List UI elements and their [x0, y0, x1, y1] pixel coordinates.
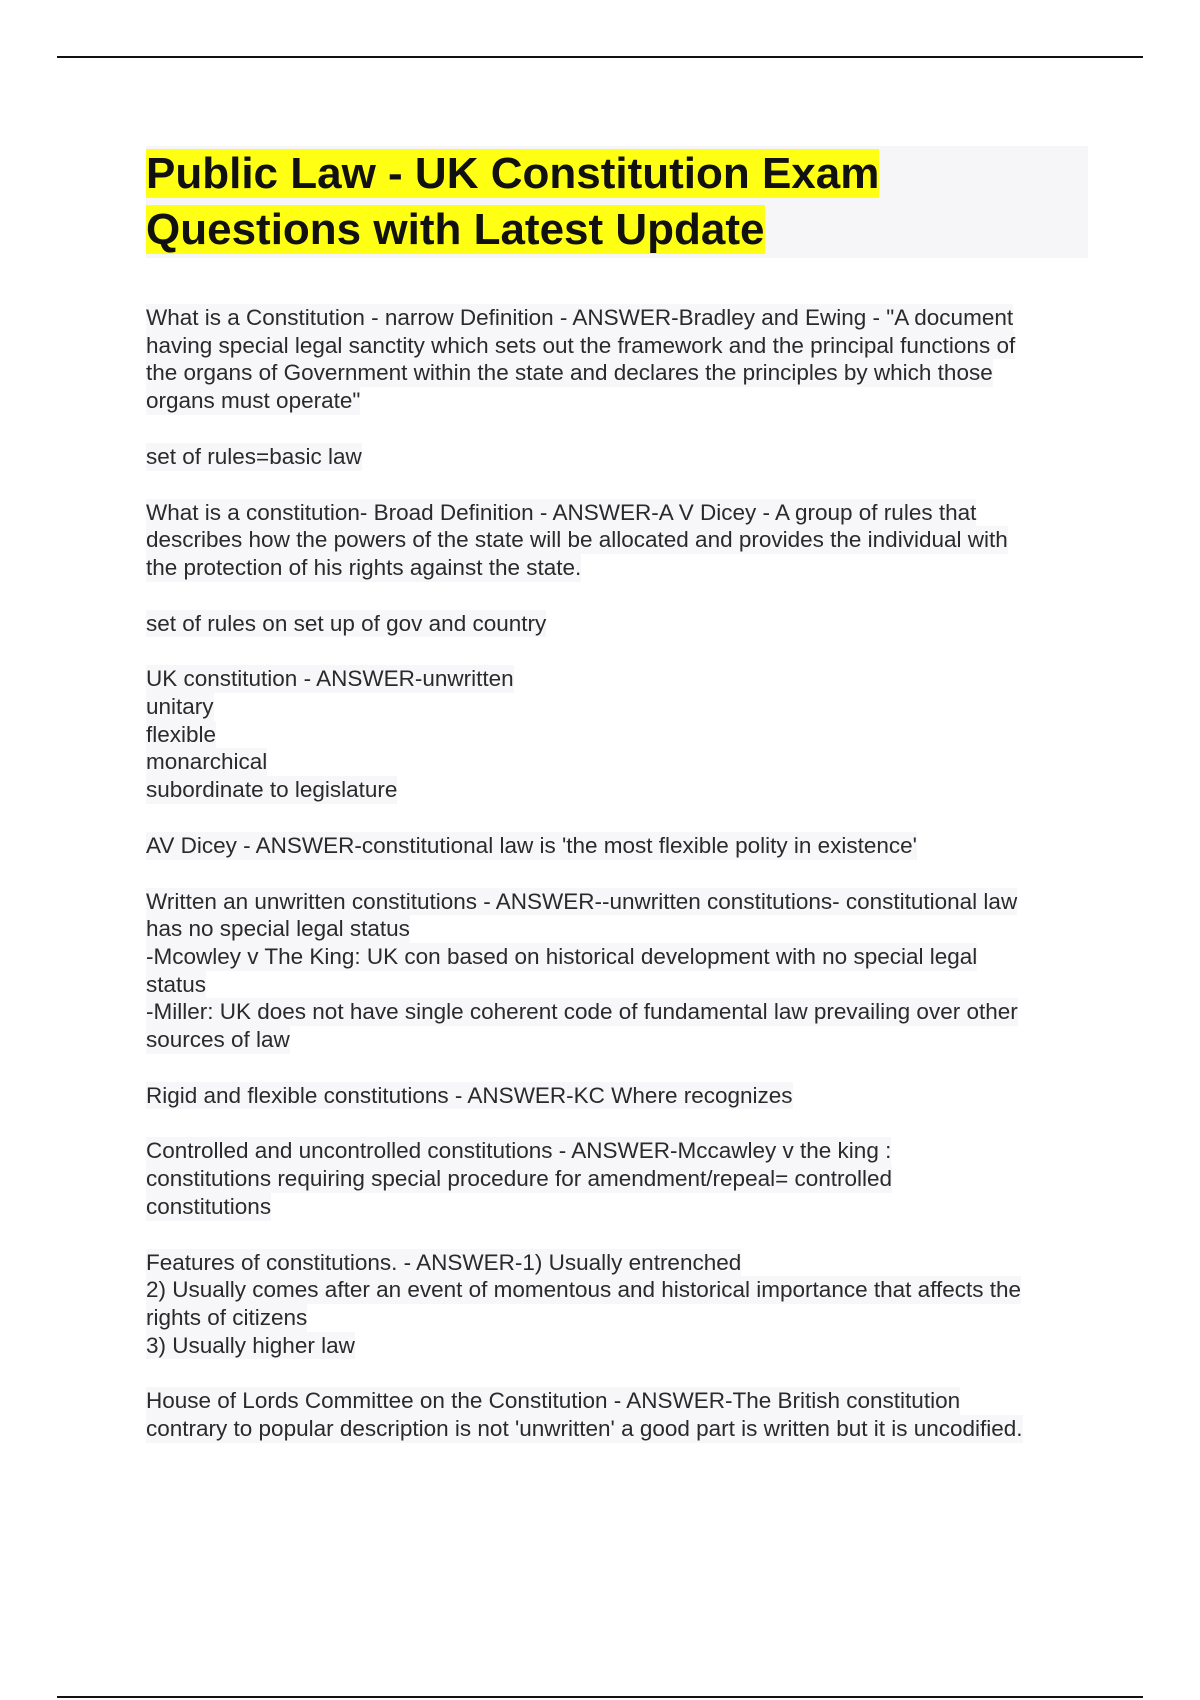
- entry-line: -Miller: UK does not have single coherent code of fundamental law prevailing over other: [146, 999, 1018, 1025]
- qa-entry: [146, 1137, 1088, 1220]
- entry-line: -Mcowley v The King: UK con based on historical development with no special legal: [146, 943, 978, 969]
- qa-entry: [146, 1387, 1088, 1442]
- qa-entry: [146, 304, 1088, 415]
- entry-line: sources of law: [146, 1027, 290, 1053]
- entry-line: AV Dicey - ANSWER-constitutional law is 'the most flexible polity in existence': [146, 832, 917, 858]
- entry-line: rights of citizens: [146, 1304, 308, 1330]
- qa-entry: [146, 443, 1088, 471]
- entry-line: 3) Usually higher law: [146, 1332, 355, 1358]
- entry-line: monarchical: [146, 749, 268, 775]
- entry-line: organs must operate": [146, 388, 361, 414]
- entry-line: 2) Usually comes after an event of momentous and historical importance that affects the: [146, 1277, 1022, 1303]
- bottom-rule: [57, 1696, 1143, 1698]
- entry-line: constitutions requiring special procedure for amendment/repeal= controlled: [146, 1166, 893, 1192]
- entry-line: has no special legal status: [146, 916, 410, 942]
- entry-line: Rigid and flexible constitutions - ANSWER-KC Where recognizes: [146, 1082, 793, 1108]
- title-line-1: Public Law - UK Constitution Exam: [146, 149, 880, 198]
- entry-line: constitutions: [146, 1193, 272, 1219]
- title-line-2: Questions with Latest Update: [146, 205, 765, 254]
- qa-list: [146, 304, 1088, 1443]
- entry-line: the protection of his rights against the state.: [146, 554, 582, 580]
- entry-line: Features of constitutions. - ANSWER-1) Usually entrenched: [146, 1249, 742, 1275]
- entry-line: set of rules=basic law: [146, 443, 362, 469]
- entry-line: flexible: [146, 721, 217, 747]
- document-body: [146, 146, 1088, 1471]
- entry-line: UK constitution - ANSWER-unwritten: [146, 666, 514, 692]
- qa-entry: [146, 1082, 1088, 1110]
- entry-line: set of rules on set up of gov and country: [146, 610, 547, 636]
- entry-line: the organs of Government within the state and declares the principles by which those: [146, 360, 993, 386]
- title-block: [146, 146, 1088, 258]
- qa-entry: [146, 888, 1088, 1054]
- qa-entry: [146, 499, 1088, 582]
- entry-line: describes how the powers of the state will be allocated and provides the individual with: [146, 527, 1008, 553]
- entry-line: contrary to popular description is not 'unwritten' a good part is written but it is uncodified.: [146, 1416, 1023, 1442]
- qa-entry: [146, 610, 1088, 638]
- entry-line: subordinate to legislature: [146, 777, 398, 803]
- page-title: [146, 146, 1088, 258]
- entry-line: Controlled and uncontrolled constitutions - ANSWER-Mccawley v the king :: [146, 1138, 892, 1164]
- entry-line: having special legal sanctity which sets out the framework and the principal functions of: [146, 332, 1016, 358]
- qa-entry: [146, 1249, 1088, 1360]
- top-rule: [57, 56, 1143, 58]
- entry-line: status: [146, 971, 207, 997]
- entry-line: What is a Constitution - narrow Definition - ANSWER-Bradley and Ewing - "A document: [146, 305, 1014, 330]
- entry-line: What is a constitution- Broad Definition - ANSWER-A V Dicey - A group of rules that: [146, 499, 977, 525]
- entry-line: unitary: [146, 694, 214, 720]
- entry-line: House of Lords Committee on the Constitution - ANSWER-The British constitution: [146, 1388, 961, 1414]
- qa-entry: [146, 832, 1088, 860]
- qa-entry: [146, 665, 1088, 804]
- entry-line: Written an unwritten constitutions - ANSWER--unwritten constitutions- constitutional law: [146, 888, 1018, 914]
